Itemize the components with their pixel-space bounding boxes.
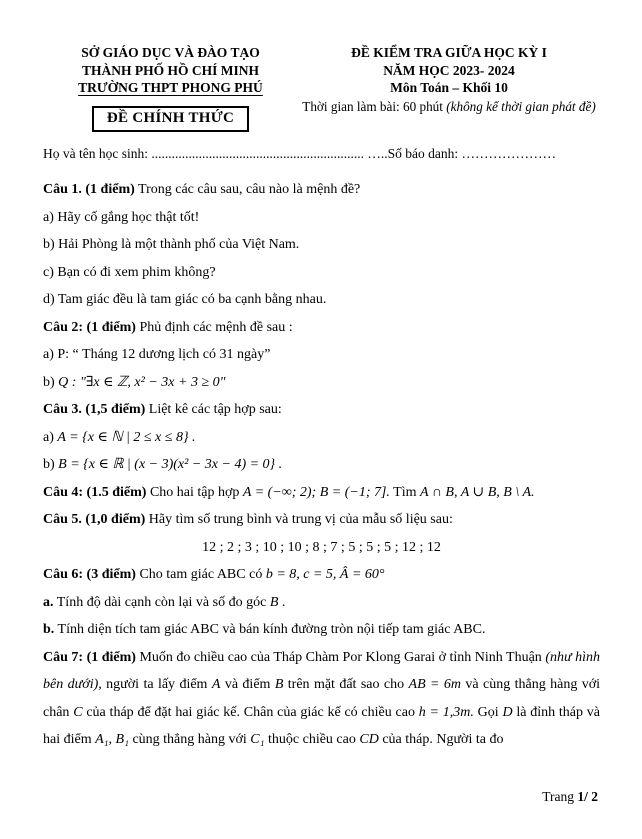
question-1-label: Câu 1. (1 điểm) [43,182,135,197]
page-number-prefix: Trang [542,789,578,804]
question-5-text: Hãy tìm số trung bình và trung vị của mẫu số liệu sau: [145,512,453,527]
exam-header [43,44,600,132]
question-4-heading [43,479,600,507]
student-name-label: Họ và tên học sinh: [43,146,152,161]
student-id-blank: ………………… [461,146,556,161]
issuing-authority-block [43,44,298,132]
official-stamp-wrap [43,106,298,133]
question-6-label: Câu 6: (3 điểm) [43,567,136,582]
question-3-heading [43,396,600,424]
question-7-paragraph [43,644,600,754]
page-footer [542,789,598,805]
text-run: b) [43,457,59,472]
question-2-item-a [43,341,600,369]
text-run: C₁ [250,732,265,747]
subject-grade: Môn Toán – Khối 10 [390,80,508,95]
question-2-item-b [43,369,600,397]
text-run: b) [43,374,59,390]
text-run: Q : "∃x ∈ ℤ, x² − 3x + 3 ≥ 0" [58,374,226,390]
questions-section [43,176,600,754]
question-1-item-b: b) Hải Phòng là một thành phố của Việt Nam. [43,237,300,252]
question-4-label: Câu 4: (1.5 điểm) [43,484,147,500]
question-1-item-a: a) Hãy cố gắng học thật tốt! [43,209,200,225]
text-run: Muốn đo chiều cao của Tháp Chàm Por Klong Garai ở tỉnh Ninh Thuận [135,649,546,665]
text-run: (như hình bên dưới), [43,649,601,692]
text-run: người ta lấy điểm [101,677,212,692]
text-run: và cùng thẳng hàng với chân [43,677,601,720]
school-name: TRƯỜNG THPT PHONG PHÚ [78,80,263,95]
text-run: A = {x ∈ ℕ | 2 ≤ x ≤ 8} . [57,429,196,445]
question-1-item-d: d) Tam giác đều là tam giác có ba cạnh bằng nhau. [43,292,327,307]
question-7-label: Câu 7: (1 điểm) [43,649,136,665]
text-run: Tìm [389,484,421,500]
question-2-text: Phủ định các mệnh đề sau : [135,319,293,335]
question-1-text: Trong các câu sau, câu nào là mệnh đề? [134,182,361,197]
text-run: A₁, B₁ [95,732,129,747]
authority-line-1: SỞ GIÁO DỤC VÀ ĐÀO TẠO [81,45,260,60]
text-run: thuộc chiều cao [264,732,360,747]
text-run: là đỉnh tháp và hai điểm [43,704,601,747]
question-3-text: Liệt kê các tập hợp sau: [145,402,282,417]
authority-line-2: THÀNH PHỐ HỒ CHÍ MINH [81,62,259,78]
text-run: Gọi [473,704,503,720]
time-limit-line [298,98,600,116]
question-2-label: Câu 2: (1 điểm) [43,319,136,335]
question-6-item-b [43,616,600,644]
question-6-heading [43,561,600,589]
text-run: Cho hai tập hợp [146,484,243,500]
text-run: A ∩ B, A ∪ B, B \ A. [420,484,535,500]
text-run: CD [359,732,379,747]
student-info-line [43,146,600,162]
text-run: B = {x ∈ ℝ | (x − 3)(x² − 3x − 4) = 0} . [58,457,283,472]
student-id-label: Số báo danh: [387,146,462,161]
text-run: a) [43,429,58,445]
text-run: A [211,677,221,692]
question-1-heading [43,176,600,204]
time-limit-note: (không kể thời gian phát đề) [446,98,596,114]
text-run: a) P: “ Tháng 12 dương lịch có 31 ngày” [43,347,271,362]
text-run: Tính diện tích tam giác ABC và bán kính đường tròn nội tiếp tam giác ABC. [54,622,486,637]
question-6-body [136,567,385,582]
text-run: b. [43,622,55,637]
official-exam-stamp: ĐỀ CHÍNH THỨC [92,106,249,133]
question-5-heading [43,506,600,534]
text-run: của tháp. Người ta đo [378,732,504,747]
question-5-data-line: 12 ; 2 ; 3 ; 10 ; 10 ; 8 ; 7 ; 5 ; 5 ; 5 ; 12 ; 12 [202,539,441,555]
text-run: A = (−∞; 2); B = (−1; 7]. [242,484,390,500]
text-run: a. [43,594,54,610]
text-run: Cho tam giác ABC có [135,567,266,582]
question-5-label: Câu 5. (1,0 điểm) [43,512,146,527]
question-1-item-c: c) Bạn có đi xem phim không? [43,264,216,280]
time-limit-text: Thời gian làm bài: 60 phút [302,98,447,114]
text-run: D [502,704,513,720]
text-run: b = 8, c = 5, Â = 60° [265,567,385,582]
question-3-item-b [43,451,600,479]
text-run: của tháp để đặt hai giác kế. Chân của giác kế có chiều cao [82,704,419,720]
question-4-body [146,485,534,500]
question-3-item-a [43,424,600,452]
text-run: B [274,677,284,692]
text-run: cùng thẳng hàng với [128,732,251,747]
text-run: . [278,594,286,610]
text-run: h = 1,3m. [418,704,474,720]
text-run: AB = 6m [408,677,461,692]
student-name-blank: ............................................................... ….. [151,146,388,161]
text-run: C [73,704,83,720]
question-2-heading [43,314,600,342]
question-3-label: Câu 3. (1,5 điểm) [43,402,146,417]
exam-title-block [298,44,600,132]
question-6-item-a [43,589,600,617]
text-run: B [269,594,279,610]
school-year: NĂM HỌC 2023- 2024 [383,62,515,78]
text-run: trên mặt đất sao cho [283,677,409,692]
page-number: 1/ 2 [577,789,598,804]
text-run: Tính độ dài cạnh còn lại và số đo góc [53,594,270,610]
text-run: và điểm [220,677,275,692]
exam-title: ĐỀ KIỂM TRA GIỮA HỌC KỲ I [351,45,547,60]
